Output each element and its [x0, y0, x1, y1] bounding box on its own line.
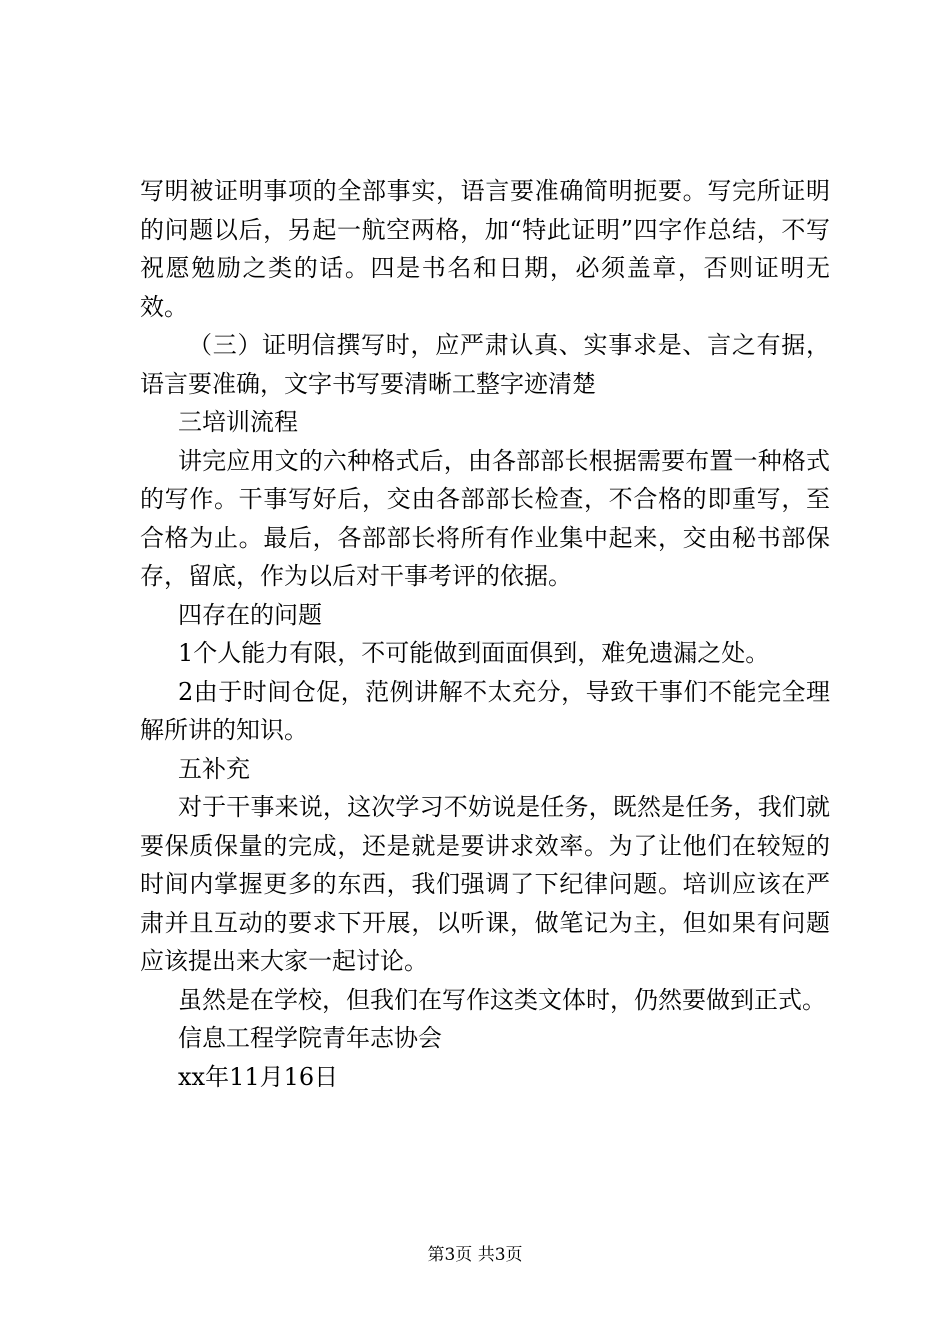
document-body [140, 172, 830, 1096]
heading-supplement: 五补充 [178, 754, 250, 783]
page-footer: 第3页 共3页 [427, 1245, 523, 1265]
signature-organization: 信息工程学院青年志协会 [178, 1024, 442, 1052]
paragraph-supplement: 对于干事来说，这次学习不妨说是任务，既然是任务，我们就要保质保量的完成，还是就是要讲求效率。为了让他们在较短的时间内掌握更多的东西，我们强调了下纪律问题。培训应该在严肃并且互动的要求下开展，以听课，做笔记为主，但如果有问题应该提出来大家一起讨论。 [140, 793, 830, 975]
heading-existing-problems: 四存在的问题 [178, 600, 322, 629]
paragraph-proof-writing-rules: （三）证明信撰写时，应严肃认真、实事求是、言之有据，语言要准确，文字书写要清晰工整字迹清楚 [140, 331, 830, 398]
paragraph-problem-1: 1个人能力有限，不可能做到面面俱到，难免遗漏之处。 [178, 639, 770, 667]
paragraph-proof-content: 写明被证明事项的全部事实，语言要准确简明扼要。写完所证明的问题以后，另起一航空两格，加“特此证明”四字作总结，不写祝愿勉励之类的话。四是书名和日期，必须盖章，否则证明无效。 [140, 177, 830, 321]
paragraph-training-process: 讲完应用文的六种格式后，由各部部长根据需要布置一种格式的写作。干事写好后，交由各部部长检查，不合格的即重写，至合格为止。最后，各部部长将所有作业集中起来，交由秘书部保存，留底，作为以后对干事考评的依据。 [140, 446, 830, 590]
paragraph-formality: 虽然是在学校，但我们在写作这类文体时，仍然要做到正式。 [178, 985, 826, 1014]
paragraph-problem-2: 2由于时间仓促，范例讲解不太充分，导致干事们不能完全理解所讲的知识。 [140, 677, 830, 744]
signature-date: xx年11月16日 [178, 1062, 339, 1091]
heading-training-process: 三培训流程 [178, 408, 298, 436]
